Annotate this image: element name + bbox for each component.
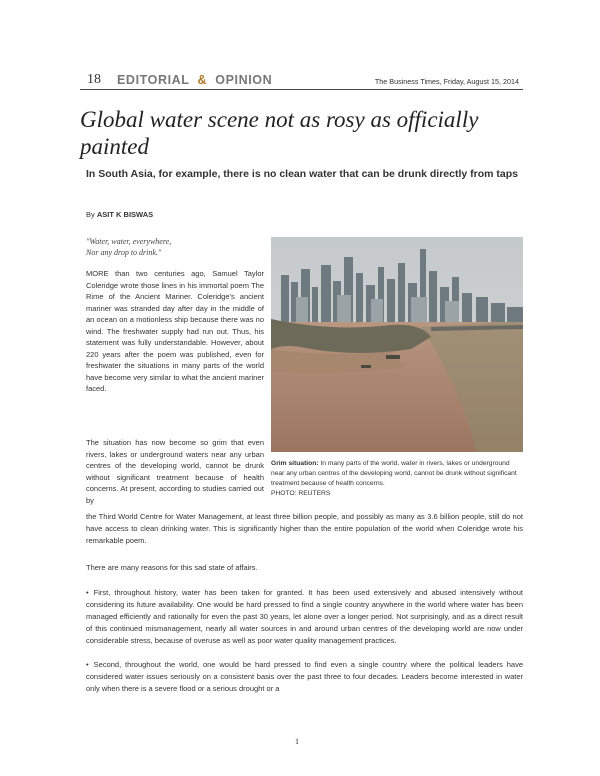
city-river-photo: [271, 237, 523, 452]
headline: Global water scene not as rosy as officially painted: [80, 107, 479, 159]
paragraph-3: There are many reasons for this sad state of affairs.: [86, 563, 258, 572]
dateline: The Business Times, Friday, August 15, 2014: [374, 77, 519, 86]
article-photo: [271, 237, 523, 452]
section-left: EDITORIAL: [117, 73, 190, 87]
epigraph-line-2: Nor any drop to drink.": [86, 248, 162, 257]
standfirst: In South Asia, for example, there is no clean water that can be drunk directly from taps: [86, 168, 518, 180]
section-ampersand: &: [197, 73, 208, 87]
byline-prefix: By: [86, 210, 95, 219]
caption-label: Grim situation:: [271, 460, 319, 467]
caption-text: In many parts of the world, water in rivers, lakes or underground near any urban centres of the developing world, cannot be drunk without significant treatment because of health concerns.: [271, 460, 517, 487]
footer-page-number: 1: [295, 737, 299, 746]
section-title: [117, 73, 272, 87]
byline-author: ASIT K BISWAS: [96, 210, 154, 219]
bullet-point-1: [86, 587, 523, 647]
page-number: 18: [87, 72, 101, 87]
bullet-glyph: •: [86, 660, 89, 669]
epigraph-line-1: "Water, water, everywhere,: [86, 237, 172, 246]
photo-caption: [271, 459, 523, 499]
paragraph-1: MORE than two centuries ago, Samuel Taylor Coleridge wrote those lines in his immortal poem The Rime of the Ancient Mariner. Coleridge's ancient mariner was stranded day after day in the middle of an ocean on a motionless ship because there was no wind. The freshwater supply had run out. Thus, his statement was fully understandable. However, about 220 years after the poem was published, even for freshwater the situations in many parts of the world have become very similar to what the ancient mariner faced.: [86, 269, 264, 393]
bullet-glyph: •: [86, 588, 89, 597]
bullet-point-2: [86, 659, 523, 695]
paragraph-2-column: The situation has now become so grim that even rivers, lakes or underground waters near any urban centres of the developing world, cannot be drunk without significant treatment because of health concerns. At present, according to studies carried out by: [86, 438, 264, 505]
photo-credit: PHOTO: REUTERS: [271, 490, 331, 497]
bullet-1-text: First, throughout history, water has been taken for granted. It has been used extensively and abused intensively without considering its future availability. One would be hard pressed to find a single country anywhere in the world where water has been managed efficiently and rationally for even the past 30 years, let alone over a longer period. Not surprisingly, and as a direct result of this continued mismanagement, nearly all water sources in and around urban centres of the developing world are now under considerable stress, because of overuse as well as poor water quality management practices.: [86, 588, 523, 645]
page-header: [87, 72, 519, 90]
epigraph: [86, 236, 171, 258]
paragraph-2-continued: the Third World Centre for Water Management, at least three billion people, and possibly as many as 3.6 billion people, still do not have access to clean drinking water. This is significantly higher than the entire population of the world when Coleridge wrote his remarkable poem.: [86, 512, 523, 545]
byline: [86, 210, 153, 219]
section-right: OPINION: [215, 73, 273, 87]
header-rule: [80, 89, 523, 90]
bullet-2-text: Second, throughout the world, one would be hard pressed to find even a single country where the political leaders have considered water issues seriously on a consistent basis over the past three to four decades. Leaders become interested in water only when there is a severe flood or a serious drought or a: [86, 660, 523, 693]
